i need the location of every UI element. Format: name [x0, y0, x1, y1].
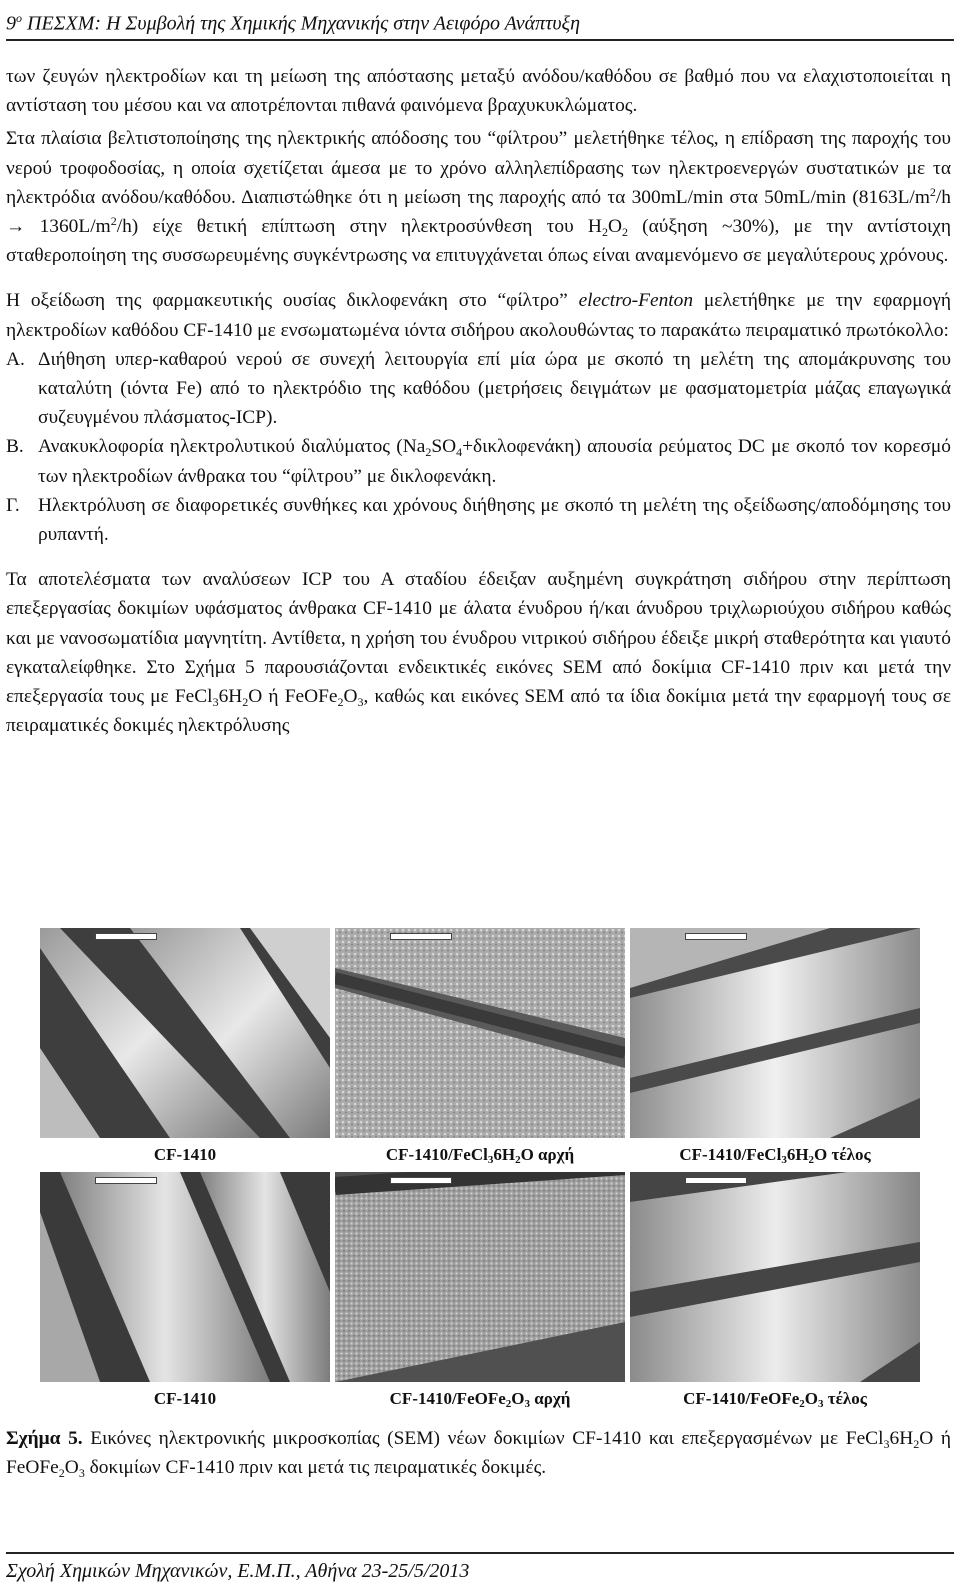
- caption-text: CF-1410/FeCl: [385, 1145, 488, 1164]
- conference-number: 9: [6, 12, 16, 35]
- caption-sub: 3: [524, 1398, 531, 1410]
- caption-text-e: δοκιμίων CF-1410 πριν και μετά τις πειραματικές δοκιμές.: [84, 1457, 547, 1479]
- sem-image-feofe-start: [335, 1172, 625, 1382]
- conference-title: ΠΕΣΧΜ: Η Συμβολή της Χημικής Μηχανικής στην Αειφόρο Ανάπτυξη: [27, 12, 581, 35]
- sem-caption: [630, 1145, 920, 1165]
- caption-text: O τέλος: [814, 1145, 871, 1164]
- p2-text-d: O: [607, 216, 622, 238]
- list-item: [6, 432, 951, 490]
- ordinal-suffix: ο: [16, 11, 22, 25]
- sem-caption: [630, 1389, 920, 1409]
- p4-sub-4: 3: [357, 695, 364, 710]
- caption-text-b: 6H: [889, 1428, 914, 1449]
- p3-text-a: Η οξείδωση της φαρμακευτικής ουσίας δικλοφενάκη στο “φίλτρο”: [6, 290, 579, 312]
- scale-bar: [95, 1177, 157, 1184]
- p2-text-a: Στα πλαίσια βελτιστοποίησης της ηλεκτρικής απόδοσης του “φίλτρου” μελετήθηκε τέλος, η επίδραση της παροχής του νερού τροφοδοσίας, η οποία σχετίζεται άμεσα με το χρόνο αλληλεπίδρασης των ηλεκτροενεργών συστατικών με τα ηλεκτρόδια ανόδου/καθόδου. Διαπιστώθηκε ότι η μείωση της παροχής από τα 300mL/min στα 50mL/min (8163L/m: [6, 128, 951, 208]
- figure-caption: [6, 1424, 951, 1482]
- caption-sub: 3: [818, 1398, 824, 1410]
- caption-text: CF-1410/FeOFe: [389, 1389, 506, 1408]
- p2-sup-1: 2: [929, 184, 936, 199]
- scale-bar: [390, 933, 452, 940]
- caption-sub-4: 3: [78, 1466, 85, 1481]
- scale-bar: [685, 933, 747, 940]
- caption-text-d: O: [64, 1457, 79, 1479]
- caption-text: CF-1410/FeOFe: [683, 1389, 800, 1408]
- list-marker: Α.: [6, 348, 25, 370]
- caption-label: Σχήμα 5.: [6, 1428, 83, 1449]
- scale-bar: [95, 933, 157, 940]
- caption-text: CF-1410: [153, 1389, 217, 1408]
- caption-sub: 2: [515, 1154, 521, 1166]
- list-item-text-a: Ανακυκλοφορία ηλεκτρολυτικού διαλύματος (Na: [38, 436, 426, 458]
- caption-text: O: [511, 1389, 525, 1408]
- list-item: [6, 345, 951, 433]
- p4-sub-2: 2: [242, 695, 249, 710]
- protocol-list: [6, 345, 951, 549]
- page-header: [6, 3, 954, 41]
- paragraph-1: των ζευγών ηλεκτροδίων και τη μείωση της απόστασης μεταξύ ανόδου/καθόδου σε βαθμό που να ελαχιστοποιείται η αντίσταση του μέσου και να αποτρέπονται πιθανά φαινόμενα βραχυκυκλώματος.: [6, 66, 951, 117]
- sem-image-cf1410-2: [40, 1172, 330, 1382]
- paragraph-3: [6, 286, 951, 344]
- sem-captions-row-2: [40, 1382, 920, 1416]
- list-item-text-c: +δικλοφενάκη) απουσία ρεύματος DC με σκοπό τον κορεσμό των ηλεκτροδίων άνθρακα του “φίλτρου” με δικλοφενάκη.: [38, 436, 951, 487]
- p2-sub-1: 2: [601, 225, 608, 240]
- caption-text: O αρχή: [520, 1145, 575, 1164]
- sem-captions-row-1: [40, 1138, 920, 1172]
- caption-text-c: O ή FeOFe: [6, 1428, 951, 1479]
- sem-image-feofe-end: [630, 1172, 920, 1382]
- list-item-text-b: SO: [431, 436, 457, 458]
- sem-caption: [335, 1389, 625, 1409]
- caption-sub: 3: [487, 1154, 494, 1166]
- sem-row-2: [40, 1172, 920, 1382]
- list-item: [6, 491, 951, 549]
- caption-sub: 3: [781, 1154, 787, 1166]
- list-item-text: Διήθηση υπερ-καθαρού νερού σε συνεχή λειτουργία επί μία ώρα με σκοπό τη μελέτη της απομάκρυνσης του καταλύτη (ιόντα Fe) από το ηλεκτρόδιο της καθόδου (μετρήσεις δειγμάτων με φασματομετρία μάζας επαγωγικά συζευγμένου πλάσματος-ICP).: [38, 348, 951, 429]
- p2-sub-2: 2: [621, 225, 628, 240]
- p3-italic-term: electro-Fenton: [578, 290, 694, 312]
- p4-text-c: O ή FeOFe: [248, 686, 338, 708]
- sem-caption: [40, 1145, 330, 1165]
- caption-text: τέλος: [823, 1389, 867, 1408]
- paragraph-2: [6, 124, 951, 270]
- caption-sub: 2: [808, 1154, 815, 1166]
- scale-bar: [685, 1177, 747, 1184]
- caption-text: αρχή: [530, 1389, 571, 1408]
- caption-text: 6H: [786, 1145, 809, 1164]
- p4-text-a: Τα αποτελέσματα των αναλύσεων ICP του Α σταδίου έδειξαν αυξημένη συγκράτηση σιδήρου στην περίπτωση επεξεργασίας δοκιμίων υφάσματος άνθρακα CF-1410 με άλατα ένυδρου ή/και άνυδρου τριχλωριούχου σιδήρου καθώς και με νανοσωματίδια μαγνητίτη. Αντίθετα, η χρήση του ένυδρου νιτρικού σιδήρου έδειξε μικρή σταθερότητα και γιαυτό εγκαταλείφθηκε. Στο Σχήμα 5 παρουσιάζονται ενδεικτικές εικόνες SEM από δοκίμια CF-1410 πριν και μετά την επεξεργασία τους με FeCl: [6, 569, 951, 708]
- p4-sub-3: 2: [337, 695, 344, 710]
- paragraph-4: [6, 565, 951, 740]
- p2-text-b: /h → 1360L/m: [6, 186, 951, 238]
- caption-sub: 2: [505, 1398, 512, 1410]
- list-marker: Β.: [6, 436, 24, 458]
- scale-bar: [390, 1177, 452, 1184]
- p3-text-b: μελετήθηκε με την εφαρμογή ηλεκτροδίων καθόδου CF-1410 με ενσωματωμένα ιόντα σιδήρου ακολουθώντας το παρακάτω πειραματικό πρωτόκολλο:: [6, 290, 951, 341]
- caption-text: CF-1410/FeCl: [679, 1145, 782, 1164]
- p2-text-c: /h) είχε θετική επίπτωση στην ηλεκτροσύνθεση του H: [116, 216, 602, 238]
- list-item-text: Ηλεκτρόλυση σε διαφορετικές συνθήκες και χρόνους διήθησης με σκοπό τη μελέτη της οξείδωσης/αποδόμησης του ρυπαντή.: [38, 494, 951, 546]
- p2-text-e: (αύξηση ~30%), με την αντίστοιχη σταθεροποίηση της συσσωρευμένης συγκέντρωσης να επιτυγχάνεται όπως είναι αναμενόμενο σε μεγαλύτερους χρόνους.: [6, 216, 951, 267]
- caption-sub-3: 2: [58, 1466, 65, 1481]
- caption-sub-2: 2: [913, 1437, 920, 1451]
- sem-caption: [335, 1145, 625, 1165]
- caption-text: 6H: [493, 1145, 516, 1164]
- caption-text: CF-1410: [153, 1145, 217, 1164]
- sem-image-cf1410: [40, 928, 330, 1138]
- caption-sub: 2: [799, 1398, 805, 1410]
- caption-sub-1: 3: [883, 1437, 890, 1451]
- body-text: [6, 62, 951, 756]
- p4-text-d: O: [343, 686, 358, 708]
- sem-image-fecl3-end: [630, 928, 920, 1138]
- sem-image-fecl3-start: [335, 928, 625, 1138]
- p2-sup-2: 2: [110, 214, 117, 229]
- p4-text-b: 6H: [218, 686, 243, 708]
- list-marker: Γ.: [6, 494, 20, 516]
- figure-5: [40, 928, 920, 1416]
- sem-caption: [40, 1389, 330, 1409]
- list-sub-1: 2: [425, 445, 432, 460]
- list-sub-2: 4: [456, 445, 463, 460]
- page-footer: Σχολή Χημικών Μηχανικών, Ε.Μ.Π., Αθήνα 23-25/5/2013: [6, 1552, 954, 1590]
- p4-sub-1: 3: [212, 695, 219, 710]
- sem-row-1: [40, 928, 920, 1138]
- p4-text-e: , καθώς και εικόνες SEM από τα ίδια δοκίμια μετά την εφαρμογή τους σε πειραματικές δοκιμές ηλεκτρόλυσης: [6, 686, 952, 737]
- caption-text: O: [804, 1389, 818, 1408]
- caption-text-a: Εικόνες ηλεκτρονικής μικροσκοπίας (SEM) νέων δοκιμίων CF-1410 και επεξεργασμένων με FeCl: [82, 1428, 884, 1449]
